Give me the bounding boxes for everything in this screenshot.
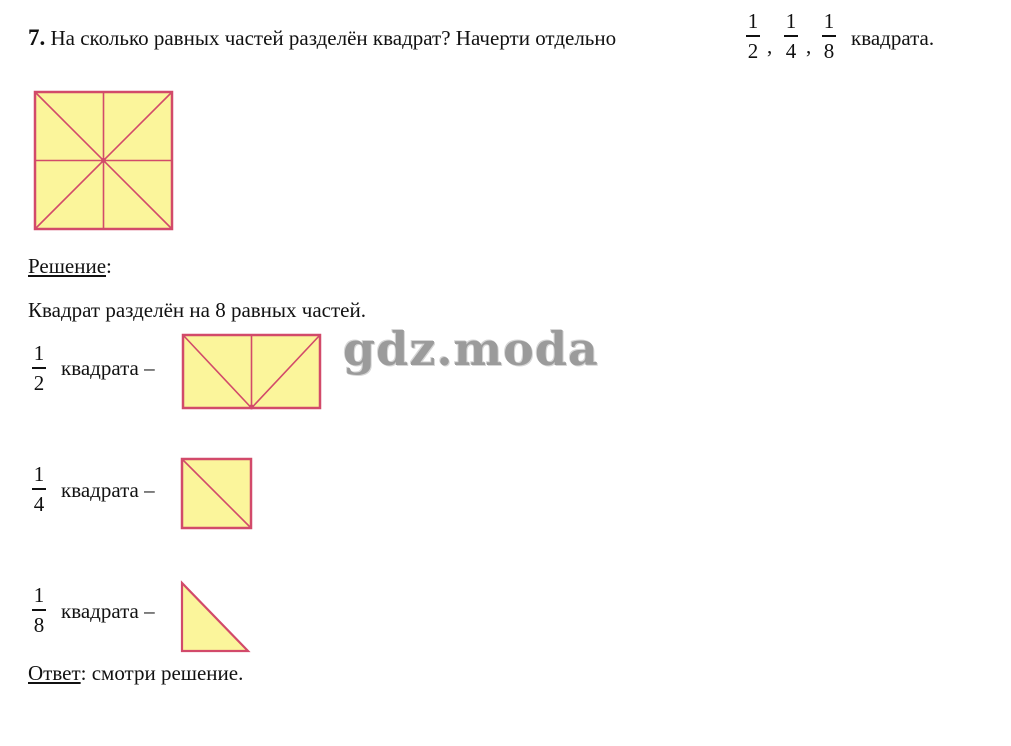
header-fraction-quarter: $\frac{1}{4}$ [785, 9, 797, 63]
row-half-fraction: $\frac{1}{2}$ [33, 341, 45, 395]
comma: , [767, 34, 773, 58]
row-half-label: квадрата – [61, 356, 155, 380]
answer-heading: Ответ [28, 661, 81, 685]
answer-text: : смотри решение. [80, 661, 244, 685]
row-eighth-label: квадрата – [61, 599, 155, 623]
row-quarter-label: квадрата – [61, 478, 155, 502]
task-question: На сколько равных частей разделён квадрат? Начерти отдельно [50, 26, 617, 50]
half-square-figure [182, 334, 322, 410]
solution-heading: Решение: [28, 254, 112, 278]
task-header [28, 26, 616, 50]
quarter-square-figure [181, 458, 253, 530]
square-8-parts-figure [34, 91, 174, 231]
eighth-triangle-figure [181, 582, 251, 654]
task-number: 7. [28, 25, 46, 50]
comma: , [806, 34, 812, 58]
answer-line [28, 661, 243, 685]
header-fraction-eighth: $\frac{1}{8}$ [823, 9, 835, 63]
task-tail: квадрата. [851, 26, 935, 50]
row-eighth-fraction: $\frac{1}{8}$ [33, 583, 45, 637]
watermark: gdz.moda [343, 322, 599, 376]
header-fraction-half: $\frac{1}{2}$ [747, 9, 759, 63]
solution-statement: Квадрат разделён на 8 равных частей. [28, 298, 366, 322]
row-quarter-fraction: $\frac{1}{4}$ [33, 462, 45, 516]
